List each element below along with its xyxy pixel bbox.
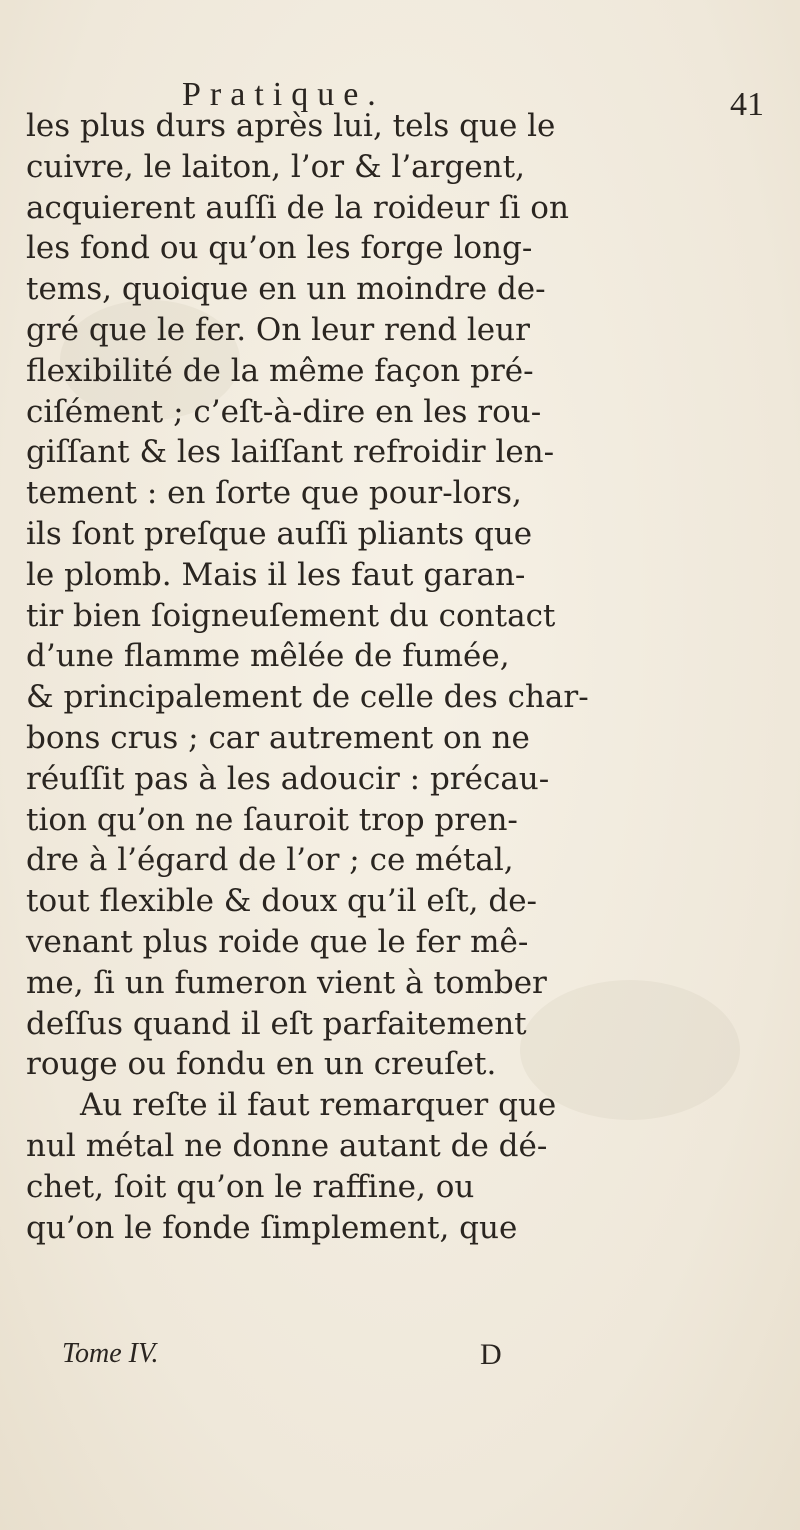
- text-line: qu’on le fonde ſimplement, que: [26, 1209, 518, 1246]
- text-line: rouge ou fondu en un creuſet.: [26, 1046, 497, 1083]
- text-line: tout flexible & doux qu’il eſt, de-: [26, 883, 538, 920]
- text-line: tement : en ſorte que pour-lors,: [26, 475, 522, 512]
- text-line: & principalement de celle des char-: [26, 679, 589, 716]
- text-line: le plomb. Mais il les faut garan-: [26, 556, 526, 593]
- text-line: tir bien ſoigneuſement du contact: [26, 597, 556, 634]
- text-line: dre à l’égard de l’or ; ce métal,: [26, 842, 514, 879]
- text-line: d’une flamme mêlée de fumée,: [26, 638, 510, 675]
- text-line: ciſément ; c’eſt-à-dire en les rou-: [26, 393, 542, 430]
- text-line: giſſant & les laiſſant refroidir len-: [26, 434, 555, 471]
- text-line: flexibilité de la même façon pré-: [26, 352, 534, 389]
- volume-mark: Tome IV.: [62, 1338, 159, 1369]
- text-line: tion qu’on ne ſauroit trop pren-: [26, 801, 518, 838]
- text-line: les plus durs après lui, tels que le: [26, 108, 556, 144]
- text-line: deſſus quand il eſt parfaitement: [26, 1005, 527, 1042]
- running-head: Pratique.: [182, 76, 385, 113]
- text-line: venant plus roide que le fer mê-: [26, 923, 529, 960]
- paragraph-first-line: Au reſte il faut remarquer que: [80, 1087, 557, 1124]
- body-text: [26, 106, 800, 1248]
- text-line: gré que le fer. On leur rend leur: [26, 311, 530, 348]
- text-line: ils ſont preſque auſſi pliants que: [26, 515, 533, 552]
- text-line: réuſſit pas à les adoucir : précau-: [26, 760, 550, 797]
- page-footer: [0, 1338, 800, 1378]
- page-number: 41: [730, 86, 764, 123]
- text-line: cuivre, le laiton, l’or & l’argent,: [26, 148, 525, 185]
- signature-mark: D: [480, 1338, 502, 1371]
- text-line: me, ſi un fumeron vient à tomber: [26, 964, 547, 1001]
- text-line: les fond ou qu’on les forge long-: [26, 230, 533, 267]
- text-line: nul métal ne donne autant de dé-: [26, 1127, 548, 1164]
- text-line: acquierent auſſi de la roideur ſi on: [26, 189, 569, 226]
- text-line: bons crus ; car autrement on ne: [26, 719, 530, 756]
- text-line: tems, quoique en un moindre de-: [26, 271, 546, 308]
- text-line: chet, ſoit qu’on le raffine, ou: [26, 1168, 475, 1205]
